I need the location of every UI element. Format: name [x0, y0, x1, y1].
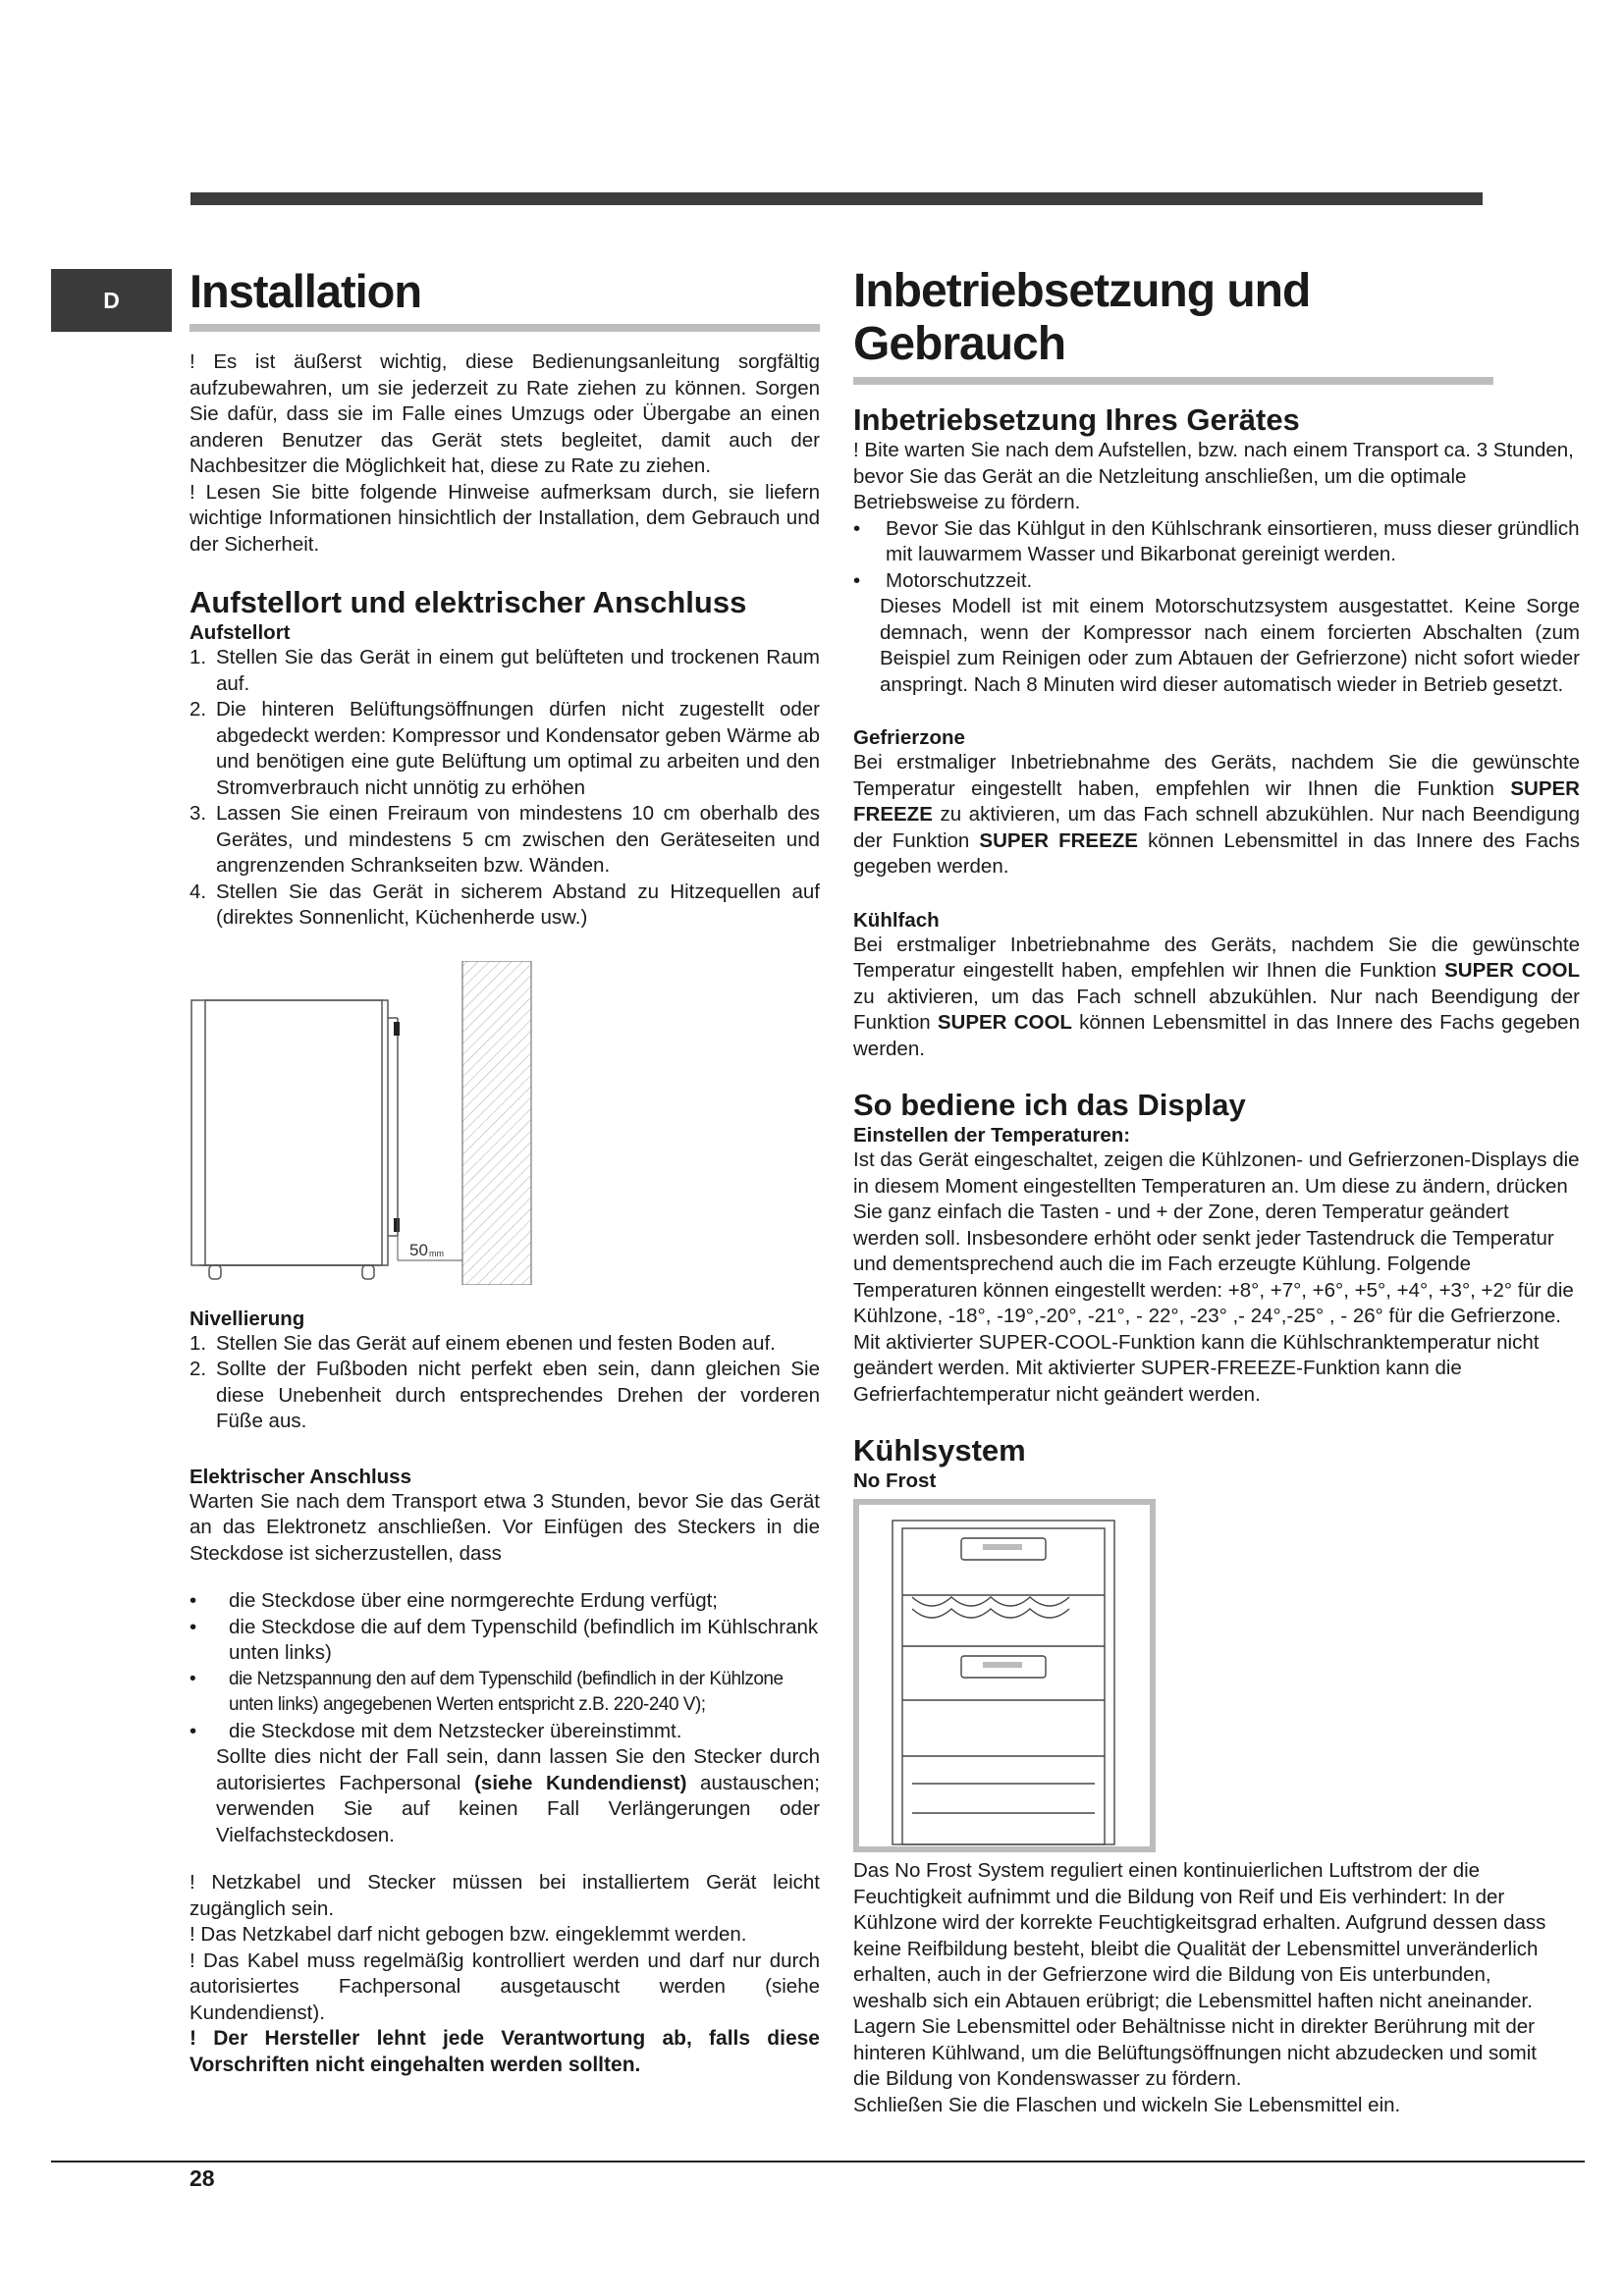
list-item: 2. Sollte der Fußboden nicht perfekt eben sein, dann gleichen Sie diese Unebenheit durch entsprechendes Drehen der vorderen Füße aus. — [189, 1358, 820, 1432]
inbetr-paragraph: ! Bite warten Sie nach dem Aufstellen, bzw. nach einem Transport ca. 3 Stunden, bevor Sie das Gerät an die Netzleitung anschließen, um die optimale Betriebsweise zu fördern. — [853, 439, 1574, 513]
nivellierung-subheading: Nivellierung — [189, 1307, 305, 1330]
footer-rule — [51, 2161, 1585, 2163]
inbetr-list — [853, 516, 1580, 595]
warning-3: ! Das Kabel muss regelmäßig kontrolliert werden und darf nur durch autorisiertes Fachpersonal ausgetauscht werden (siehe Kundendienst). — [189, 1949, 820, 2024]
installation-heading: Installation — [189, 265, 820, 332]
fridge-interior-illustration — [853, 1499, 1156, 1852]
aufstellort-heading: Aufstellort und elektrischer Anschluss — [189, 585, 747, 619]
nofrost-paragraph-3: Schließen Sie die Flaschen und wickeln Sie Lebensmittel ein. — [853, 2093, 1401, 2116]
display-heading: So bediene ich das Display — [853, 1088, 1246, 1122]
clearance-unit: mm — [429, 1248, 444, 1258]
warning-1: ! Netzkabel und Stecker müssen bei installiertem Gerät leicht zugänglich sein. — [189, 1871, 820, 1920]
left-column — [189, 265, 820, 2078]
aufstellort-list — [189, 645, 820, 932]
nofrost-subheading: No Frost — [853, 1469, 937, 1492]
clearance-value: 50 — [409, 1240, 428, 1259]
inbetriebsetzung-heading: Inbetriebsetzung und Gebrauch — [853, 265, 1493, 385]
kuehlsystem-heading: Kühlsystem — [853, 1433, 1026, 1468]
language-tab: D — [51, 269, 172, 332]
inbetriebsetzung-subheading: Inbetriebsetzung Ihres Gerätes — [853, 402, 1300, 437]
display-paragraph: Ist das Gerät eingeschaltet, zeigen die Kühlzonen- und Gefrierzonen-Displays die in diesem Moment eingestellten Temperaturen an. Um diese zu ändern, drücken Sie ganz einfach die Tasten - und + der Zone, deren Temperatur geändert werden soll. Insbesondere erhöht oder senkt jeder Tastendruck die Temperatur und dementsprechend auch die im Fach erzeugte Kühlung. Folgende Temperaturen können eingestellt werden: +8°, +7°, +6°, +5°, +4°, +3°, +2° für die Kühlzone, -18°, -19°,-20°, -21°, - 22°, -23° ,- 24°,-25° , - 26° für die Gefrierzone. Mit aktivierter SUPER-COOL-Funktion kann die Kühlschranktemperatur nicht geändert werden. Mit aktivierter SUPER-FREEZE-Funktion kann die Gefrierfachtemperatur nicht geändert werden. — [853, 1148, 1580, 1406]
list-item: 3. Lassen Sie einen Freiraum von mindestens 10 cm oberhalb des Gerätes, und mindestens 5 cm zwischen den Geräteseiten und angrenzenden Schrankseiten bzw. Wänden. — [189, 802, 820, 877]
nofrost-paragraph-2: Lagern Sie Lebensmittel oder Behältnisse nicht in direkter Berührung mit der hinteren Kühlwand, um die Belüftungsöffnungen nicht abzudecken und somit die Bildung von Kondenswasser zu fördern. — [853, 2015, 1537, 2090]
page-number: 28 — [189, 2165, 215, 2191]
motor-paragraph: Dieses Modell ist mit einem Motorschutzsystem ausgestattet. Keine Sorge demnach, wenn der Kompressor nach einem forcierten Abschalten (zum Beispiel zum Reinigen oder zum Abtauen der Gefrierzone) nicht sofort wieder anspringt. Nach 8 Minuten wird dieser automatisch wieder in Betrieb gesetzt. — [880, 595, 1580, 696]
gefrierzone-subheading: Gefrierzone — [853, 726, 965, 749]
elektrischer-anschluss-subheading: Elektrischer Anschluss — [189, 1465, 411, 1488]
list-item: 4. Stellen Sie das Gerät in sicherem Abstand zu Hitzequellen auf (direktes Sonnenlicht, Küchenherde usw.) — [189, 880, 820, 929]
aufstellort-subheading: Aufstellort — [189, 621, 291, 644]
list-item: 1. Stellen Sie das Gerät in einem gut belüfteten und trockenen Raum auf. — [189, 646, 820, 695]
list-item: • die Steckdose über eine normgerechte Erdung verfügt; — [189, 1588, 820, 1615]
list-item: • die Steckdose mit dem Netzstecker übereinstimmt. — [189, 1719, 820, 1745]
kuehlfach-paragraph: Bei erstmaliger Inbetriebnahme des Geräts, nachdem Sie die gewünschte Temperatur eingestellt haben, empfehlen wir Ihnen die Funktion SUPER COOL zu aktivieren, um das Fach schnell abzukühlen. Nur nach Beendigung der Funktion SUPER COOL können Lebensmittel in das Innere des Fachs gegeben werden. — [853, 933, 1580, 1060]
elektr-checklist — [189, 1588, 820, 1744]
list-item: 2. Die hinteren Belüftungsöffnungen dürfen nicht zugestellt oder abgedeckt werden: Kompressor und Kondensator geben Wärme ab und benötigen eine gute Belüftung um optimal zu arbeiten und den Stromverbrauch nicht unnötig zu erhöhen — [189, 698, 820, 799]
warning-4: ! Der Hersteller lehnt jede Verantwortung ab, falls diese Vorschriften nicht eingehalten werden sollten. — [189, 2027, 820, 2076]
temperatur-subheading: Einstellen der Temperaturen: — [853, 1124, 1131, 1147]
list-item: • die Steckdose die auf dem Typenschild (befindlich im Kühlschrank unten links) — [189, 1615, 820, 1667]
clearance-diagram — [189, 961, 651, 1285]
list-item: • die Netzspannung den auf dem Typenschild (befindlich in der Kühlzone unten links) angegebenen Werten entspricht z.B. 220-240 V); — [189, 1667, 820, 1719]
list-item: • Bevor Sie das Kühlgut in den Kühlschrank einsortieren, muss dieser gründlich mit lauwarmem Wasser und Bikarbonat gereinigt werden. — [853, 516, 1580, 568]
top-rule — [190, 192, 1483, 205]
list-item: 1. Stellen Sie das Gerät auf einem ebenen und festen Boden auf. — [189, 1331, 776, 1355]
kuehlfach-subheading: Kühlfach — [853, 908, 940, 932]
elektr-after: Sollte dies nicht der Fall sein, dann lassen Sie den Stecker durch autorisiertes Fachpersonal (siehe Kundendienst) austauschen; verwenden Sie auf keinen Fall Verlängerungen oder Vielfachsteckdosen. — [216, 1745, 820, 1846]
intro-paragraph-1: ! Es ist äußerst wichtig, diese Bedienungsanleitung sorgfältig aufzubewahren, um sie jederzeit zu Rate ziehen zu können. Sorgen Sie dafür, dass sie im Falle eines Umzugs oder Übergabe an einen anderen Benutzer das Gerät stets begleitet, damit auch der Nachbesitzer die Möglichkeit hat, diese zu Rate zu ziehen. — [189, 350, 820, 477]
list-item: • Motorschutzzeit. — [853, 568, 1580, 595]
nofrost-paragraph: Das No Frost System reguliert einen kontinuierlichen Luftstrom der die Feuchtigkeit aufnimmt und die Bildung von Reif und Eis verhindert: In der Kühlzone wird der korrekte Feuchtigkeitsgrad erhalten. Aufgrund dessen dass keine Reifbildung besteht, bleibt die Qualität der Lebensmittel unveränderlich erhalten, auch in der Gefrierzone wird die Bildung von Eis unterbunden, weshalb sich ein Abtauen erübrigt; die Lebensmittel haften nicht aneinander. — [853, 1859, 1546, 2012]
intro-paragraph-2: ! Lesen Sie bitte folgende Hinweise aufmerksam durch, sie liefern wichtige Informationen hinsichtlich der Installation, dem Gebrauch und der Sicherheit. — [189, 480, 820, 556]
elektr-intro: Warten Sie nach dem Transport etwa 3 Stunden, bevor Sie das Gerät an das Elektronetz anschließen. Vor Einfügen des Steckers in die Steckdose ist sicherzustellen, dass — [189, 1489, 820, 1565]
warning-2: ! Das Netzkabel darf nicht gebogen bzw. eingeklemmt werden. — [189, 1923, 747, 1946]
nivellierung-list — [189, 1331, 820, 1435]
right-column — [853, 265, 1580, 2118]
gefrierzone-paragraph: Bei erstmaliger Inbetriebnahme des Geräts, nachdem Sie die gewünschte Temperatur eingestellt haben, empfehlen wir Ihnen die Funktion SUPER FREEZE zu aktivieren, um das Fach schnell abzukühlen. Nur nach Beendigung der Funktion SUPER FREEZE können Lebensmittel in das Innere des Fachs gegeben werden. — [853, 751, 1580, 878]
